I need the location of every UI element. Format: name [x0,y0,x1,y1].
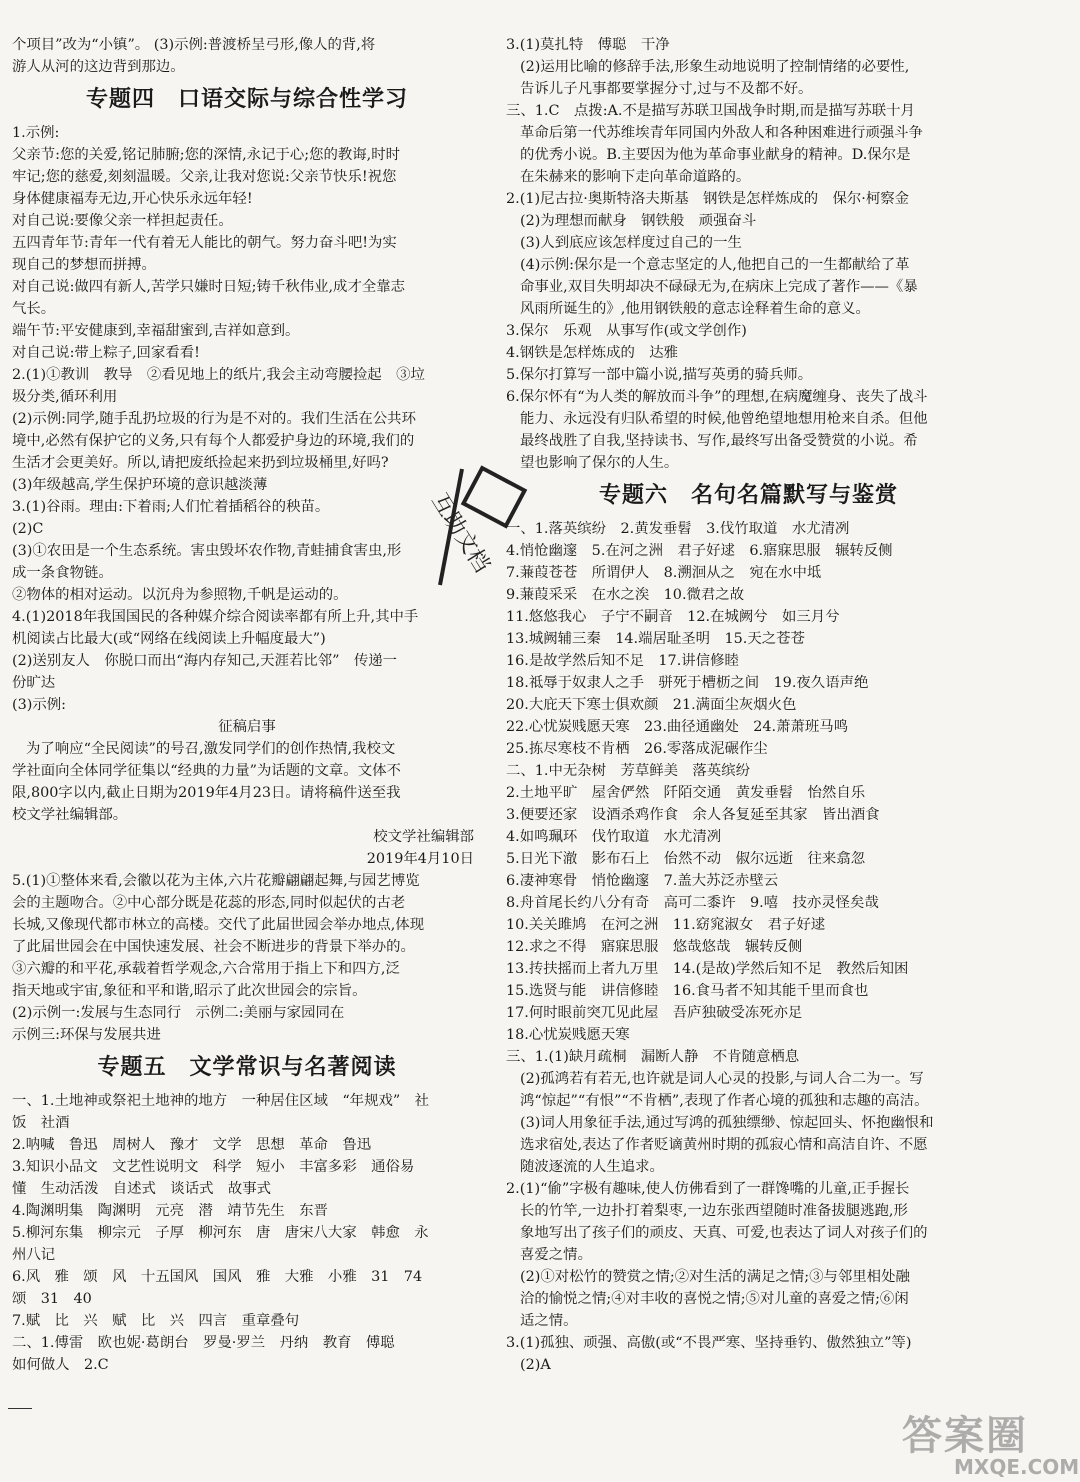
answer-line: 25.拣尽寒枝不肯栖 26.零落成泥碾作尘 [506,741,768,757]
answer-line: 的优秀小说。B.主要因为他为革命事业献身的精神。D.保尔是 [520,147,911,163]
answer-line: 5.(1)①整体来看,会徽以花为主体,六片花瓣翩翩起舞,与园艺博览 [12,873,420,889]
answer-line: 13.城阙辅三秦 14.端居耻圣明 15.天之苍苍 [506,631,805,647]
answer-line: 3.保尔 乐观 从事写作(或文学创作) [506,323,747,339]
answer-line: 1.示例: [12,125,60,141]
answer-line: 4.悄怆幽邃 5.在河之洲 君子好逑 6.寤寐思服 辗转反侧 [506,543,893,559]
answer-line: (4)示例:保尔是一个意志坚定的人,他把自己的一生都献给了革 [520,257,910,273]
answer-line: 12.求之不得 寤寐思服 悠哉悠哉 辗转反侧 [506,939,803,955]
answer-line: 3.(1)莫扎特 傅聪 干净 [506,37,670,53]
notice-block [12,716,482,870]
answer-line: (3)词人用象征手法,通过写鸿的孤独缥缈、惊起回头、怀抱幽恨和 [520,1115,934,1131]
answer-line: 2.(1)“偷”字极有趣味,使人仿佛看到了一群馋嘴的儿童,正手握长 [506,1181,910,1197]
answer-line: 3.知识小品文 文艺性说明文 科学 短小 丰富多彩 通俗易 [12,1159,415,1175]
answer-line: 告诉儿子凡事都要掌握分寸,过与不及都不好。 [520,81,813,97]
answer-line: 三、1.(1)缺月疏桐 漏断人静 不肯随意栖息 [506,1049,800,1065]
answer-line: (2)示例:同学,随手乱扔垃圾的行为是不对的。我们生活在公共环 [12,411,416,427]
answer-line: 16.是故学然后知不足 17.讲信修睦 [506,653,739,669]
answer-line: 最终战胜了自我,坚持读书、写作,最终写出备受赞赏的小说。希 [520,433,918,449]
answer-line: 气长。 [12,301,56,317]
answer-line: 会的主题吻合。②中心部分既是花蕊的形态,同时似起伏的古老 [12,895,406,911]
answer-line: 3.(1)孤独、顽强、高傲(或“不畏严寒、坚持垂钓、傲然独立”等) [506,1335,912,1351]
answer-line: 如何做人 2.C [12,1357,109,1373]
answer-line: 望也影响了保尔的人生。 [520,455,679,471]
answer-line: 3.便要还家 设酒杀鸡作食 余人各复延至其家 皆出酒食 [506,807,880,823]
answer-line: 对自己说:做四有新人,苦学只嫌时日短;铸千秋伟业,成才全靠志 [12,279,406,295]
logo-main-text: 答案圈 [902,1413,1028,1459]
answer-line: 10.关关雎鸠 在河之洲 11.窈窕淑女 君子好逑 [506,917,826,933]
answer-line: 命事业,双目失明却决不碌碌无为,在病床上完成了著作——《暴 [520,279,918,295]
answer-line: 懂 生动活泼 自述式 谈话式 故事式 [12,1181,272,1197]
answer-line: 17.何时眼前突兀见此屋 吾庐独破受冻死亦足 [506,1005,803,1021]
answer-line: 20.大庇天下寒士俱欢颜 21.满面尘灰烟火色 [506,697,797,713]
notice-title: 征稿启事 [218,719,276,735]
answer-line: 身体健康福寿无边,开心快乐永远年轻! [12,191,253,207]
answer-line: (3)人到底应该怎样度过自己的一生 [520,235,742,251]
answer-line: 9.蒹葭采采 在水之涘 10.微君之故 [506,587,745,603]
answer-line: 6.凄神寒骨 悄怆幽邃 7.盖大苏泛赤壁云 [506,873,779,889]
answer-line: (2)A [520,1357,551,1373]
answer-line: 境中,必然有保护它的义务,只有每个人都爱护身边的环境,我们的 [12,433,415,449]
answer-line: 长城,又像现代都市林立的高楼。交代了此届世园会举办地点,体现 [12,917,425,933]
answer-line: 4.陶渊明集 陶渊明 元亮 潜 靖节先生 东晋 [12,1203,328,1219]
notice-line: 学社面向全体同学征集以“经典的力量”为话题的文章。文体不 [12,763,401,779]
answer-line: 7.蒹葭苍苍 所谓伊人 8.溯洄从之 宛在水中坻 [506,565,822,581]
answer-line: 13.抟扶摇而上者九万里 14.(是故)学然后知不足 教然后知困 [506,961,909,977]
left-top-text [12,34,482,78]
answer-line: 饭 社酒 [12,1115,70,1131]
answer-line: 4.如鸣珮环 伐竹取道 水尤清冽 [506,829,722,845]
answer-line: 11.悠悠我心 子宁不嗣音 12.在城阙兮 如三月兮 [506,609,840,625]
notice-body [12,738,482,826]
answer-line: 在朱赫来的影响下走向革命道路的。 [520,169,751,185]
answer-line: 一、1.落英缤纷 2.黄发垂髫 3.伐竹取道 水尤清冽 [506,521,850,537]
answer-line: 2.土地平旷 屋舍俨然 阡陌交通 黄发垂髫 怡然自乐 [506,785,866,801]
answer-line: 对自己说:要像父亲一样担起责任。 [12,213,233,229]
answer-line: 随波逐流的人生追求。 [520,1159,664,1175]
answer-line: 洽的愉悦之情;④对丰收的喜悦之情;⑤对儿童的喜爱之情;⑥闲 [520,1291,909,1307]
notice-date: 2019年4月10日 [366,851,474,867]
logo-url-text: MXQE.COM [954,1455,1080,1479]
answer-line: 现自己的梦想而拼搏。 [12,257,156,273]
answer-line: (3)年级越高,学生保护环境的意识越淡薄 [12,477,268,493]
answer-line: (2)孤鸿若有若无,也许就是词人心灵的投影,与词人合二为一。写 [520,1071,924,1087]
answer-line: 能力、永远没有归队希望的时候,他曾绝望地想用枪来自杀。但他 [520,411,928,427]
answer-line: 份旷达 [12,675,56,691]
text-line: 个项目”改为“小镇”。 (3)示例:普渡桥呈弓形,像人的背,将 [12,37,376,53]
answer-line: 长的竹竿,一边扑打着梨枣,一边东张西望随时准备拔腿逃跑,形 [520,1203,908,1219]
notice-signature: 校文学社编辑部 [373,829,474,845]
answer-line: 指天地或宇宙,象征和平和谐,昭示了此次世园会的宗旨。 [12,983,367,999]
answer-line: 2.呐喊 鲁迅 周树人 豫才 文学 思想 革命 鲁迅 [12,1137,372,1153]
answer-line: ②物体的相对运动。以沉舟为参照物,千帆是运动的。 [12,587,348,603]
answer-line: 二、1.傅雷 欧也妮·葛朗台 罗曼·罗兰 丹纳 教育 傅聪 [12,1335,395,1351]
answer-line: 2.(1)尼古拉·奥斯特洛夫斯基 钢铁是怎样炼成的 保尔·柯察金 [506,191,910,207]
answer-line: 4.(1)2018年我国国民的各种媒介综合阅读率都有所上升,其中手 [12,609,419,625]
answer-line: (2)示例一:发展与生态同行 示例二:美丽与家园同在 [12,1005,345,1021]
answer-line: 18.祗辱于奴隶人之手 骈死于槽枥之间 19.夜久语声绝 [506,675,869,691]
answer-line: 三、1.C 点拨:A.不是描写苏联卫国战争时期,而是描写苏联十月 [506,103,915,119]
answer-line: 15.选贤与能 讲信修睦 16.食马者不知其能千里而食也 [506,983,869,999]
answer-line: (3)①农田是一个生态系统。害虫毁坏农作物,青蛙捕食害虫,形 [12,543,402,559]
section5-body [12,1090,482,1376]
answer-line: 成一条食物链。 [12,565,113,581]
answer-line: 五四青年节:青年一代有着无人能比的朝气。努力奋斗吧!为实 [12,235,397,251]
answer-line: 8.舟首尾长约八分有奇 高可二黍许 9.嘻 技亦灵怪矣哉 [506,895,879,911]
answer-line: 示例三:环保与发展共进 [12,1027,161,1043]
answer-line: 鸿“惊起”“有恨”“不肯栖”,表现了作者心境的孤独和志趣的高洁。 [520,1093,929,1109]
answer-line: 端午节:平安健康到,幸福甜蜜到,吉祥如意到。 [12,323,300,339]
page-mark [8,1408,32,1409]
section4-title: 专题四 口语交际与综合性学习 [85,87,408,112]
answer-line: ③六瓣的和平花,承载着哲学观念,六合常用于指上下和四方,泛 [12,961,400,977]
answer-line: (2)为理想而献身 钢铁般 顽强奋斗 [520,213,757,229]
answer-line: 适之情。 [520,1313,578,1329]
notice-line: 为了响应“全民阅读”的号召,激发同学们的创作热情,我校文 [26,741,396,757]
answer-line: 风雨所诞生的》,他用钢铁般的意志诠释着生命的意义。 [520,301,870,317]
answer-line: (2)运用比喻的修辞手法,形象生动地说明了控制情绪的必要性, [520,59,910,75]
answer-line: 2.(1)①教训 教导 ②看见地上的纸片,我会主动弯腰捡起 ③垃 [12,367,425,383]
answer-line: 象地写出了孩子们的顽皮、天真、可爱,也表达了词人对孩子们的 [520,1225,928,1241]
question5-body [12,870,482,1046]
answer-line: 州八记 [12,1247,56,1263]
answer-line: 父亲节:您的关爱,铭记肺腑;您的深情,永记于心;您的教诲,时时 [12,147,401,163]
answer-line: (2)C [12,521,44,537]
answer-line: 对自己说:带上粽子,回家看看! [12,345,200,361]
answer-line: 圾分类,循环利用 [12,389,118,405]
answer-line: 革命后第一代苏维埃青年同国内外敌人和各种困难进行顽强斗争 [520,125,923,141]
answer-line: 二、1.中无杂树 芳草鲜美 落英缤纷 [506,763,750,779]
answer-line: 5.柳河东集 柳宗元 子厚 柳河东 唐 唐宋八大家 韩愈 永 [12,1225,429,1241]
answer-line: 4.钢铁是怎样炼成的 达雅 [506,345,679,361]
section4-body [12,122,482,716]
answer-line: (2)送别友人 你脱口而出“海内存知己,天涯若比邻” 传递一 [12,653,398,669]
answer-line: 了此届世园会在中国快速发展、社会不断进步的背景下举办的。 [12,939,415,955]
answer-line: (2)①对松竹的赞赏之情;②对生活的满足之情;③与邻里相处融 [520,1269,910,1285]
answer-line: 喜爱之情。 [520,1247,592,1263]
answer-line: 5.日光下澈 影布石上 佁然不动 俶尔远逝 往来翕忽 [506,851,866,867]
answer-line: 6.风 雅 颂 风 十五国风 国风 雅 大雅 小雅 31 74 [12,1269,423,1285]
answer-line: 牢记;您的慈爱,刻刻温暖。父亲,让我对您说:父亲节快乐!祝您 [12,169,397,185]
stamp-watermark [400,465,540,615]
answer-line: 颂 31 40 [12,1291,92,1307]
answer-line: 3.(1)谷雨。理由:下着雨;人们忙着插稻谷的秧苗。 [12,499,330,515]
answer-line: 5.保尔打算写一部中篇小说,描写英勇的骑兵师。 [506,367,813,383]
answer-line: 一、1.土地神或祭祀土地神的地方 一种居住区域 “年规戏” 社 [12,1093,429,1109]
text-line: 游人从河的这边背到那边。 [12,59,185,75]
answer-line: 机阅读占比最大(或“网络在线阅读上升幅度最大”) [12,631,326,647]
section6-title: 专题六 名句名篇默写与鉴赏 [598,483,898,508]
right-top-text [506,34,991,474]
section6-body [506,518,991,1376]
answer-line: 生活才会更美好。所以,请把废纸捡起来扔到垃圾桶里,好吗? [12,455,389,471]
answer-line: (3)示例: [12,697,67,713]
answer-line: 6.保尔怀有“为人类的解放而斗争”的理想,在病魔缠身、丧失了战斗 [506,389,928,405]
right-column [506,34,991,1376]
stamp-text: 互助文档 [426,489,495,578]
notice-line: 校文学社编辑部。 [12,807,128,823]
answer-line: 7.赋 比 兴 赋 比 兴 四言 重章叠句 [12,1313,300,1329]
answer-line: 22.心忧炭贱愿天寒 23.曲径通幽处 24.萧萧班马鸣 [506,719,849,735]
left-column [12,34,482,1376]
section5-title: 专题五 文学常识与名著阅读 [97,1055,397,1080]
notice-line: 限,800字以内,截止日期为2019年4月23日。请将稿件送至我 [12,785,401,801]
answer-line: 选求宿处,表达了作者贬谪黄州时期的孤寂心情和高洁自许、不愿 [520,1137,928,1153]
site-logo [902,1404,1080,1479]
answer-line: 18.心忧炭贱愿天寒 [506,1027,630,1043]
